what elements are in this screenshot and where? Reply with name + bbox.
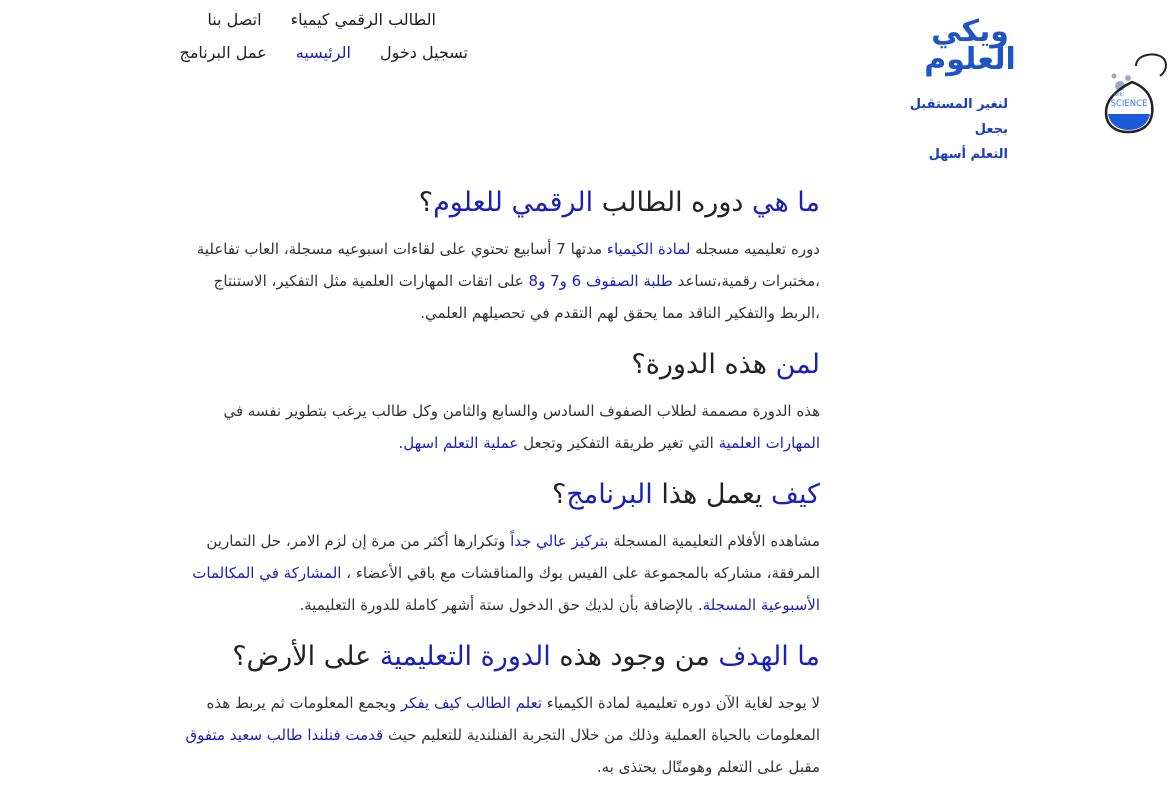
text-segment: هذه الدورة؟ [631,349,776,380]
section-body [184,687,820,783]
text-segment: مدتها 7 أسابيع تحتوي على لقاءات اسبوعيه مسجلة، العاب تفاعلية ،مختبرات رقمية،تساعد [196,240,820,290]
section-body [184,525,820,621]
text-segment: ويجمع المعلومات ثم يربط هذه المعلومات بالحياة العملية وذلك من خلال التجربة الفنلندية للتعليم حيث [206,694,820,744]
nav-digital-student-chemistry[interactable]: الطالب الرقمي كيمياء [290,10,436,29]
text-segment: ؟ [552,479,567,510]
highlighted-text: ما الهدف [718,641,820,672]
text-segment: مقبل على التعلم وهومتّال يحتذى به. [596,758,820,776]
highlighted-text: كيف [771,479,820,510]
highlighted-text: الرقمي [511,187,594,218]
text-segment: هذه الدورة مصممة لطلاب الصفوف السادس والسابع والثامن وكل طالب يرغب بتطوير نفسه في [223,402,820,420]
highlighted-text: طلبة الصفوف 6 و7 و8 [528,272,673,290]
nav-contact-us[interactable]: اتصل بنا [207,10,262,29]
highlighted-text: المهارات العلمية [718,434,820,452]
top-nav-row1 [196,10,436,29]
highlighted-text: بتركيز عالي جداً [510,532,609,550]
tagline-line1: لنغير المستقبل بجعل [909,97,1008,137]
section-title [184,637,820,677]
text-segment: من وجود هذه [550,641,719,672]
text-segment: على اتقات المهارات العلمية مثل التفكير، الاستنتاج ،الربط والتفكير الناقد مما يحقق لهم التقدم في تحصيلهم العلمي. [213,272,820,322]
highlighted-text: للعلوم [433,187,503,218]
section-title [184,183,820,223]
text-segment: لا يوجد لغاية الآن دوره تعليمية لمادة الكيمياء [542,694,820,712]
highlighted-text: عملية التعلم اسهل. [398,434,519,452]
highlighted-text: تعلم الطالب كيف يفكر [400,694,542,712]
main-content [184,183,820,799]
highlighted-text: لمن [775,349,820,380]
text-segment: دوره تعليميه مسجله [690,240,820,258]
text-segment: على الأرض؟ [232,641,380,672]
section-goal [184,637,820,783]
section-who-is-it-for [184,345,820,459]
text-segment: دوره الطالب [593,187,752,218]
nav-how-program-works[interactable]: عمل البرنامج [179,43,267,62]
highlighted-text: الدورة التعليمية [379,641,551,672]
brand-name[interactable] [915,14,1025,77]
brand-name-line2: العلوم [924,42,1016,77]
text-segment: التي تغير طريقة التفكير وتجعل [518,434,719,452]
highlighted-text: ما هي [751,187,820,218]
logo-science-text: SCIENCE [1110,99,1148,109]
section-body [184,395,820,459]
highlighted-text: البرنامج [566,479,653,510]
highlighted-text: قدمت فنلندا طالب سعيد متفوق [185,726,384,744]
section-title [184,475,820,515]
section-what-is-course [184,183,820,329]
section-title [184,345,820,385]
brand-name-line1: ويكي [931,14,1009,49]
highlighted-text: لمادة الكيمياء [606,240,691,258]
logo-wiki-text: wiki [1114,92,1124,98]
tagline-line2: التعلم أسهل [928,147,1008,162]
section-body [184,233,820,329]
text-segment: ؟ [418,187,434,218]
brand-tagline [880,92,1008,167]
top-nav-row2 [166,43,468,62]
highlighted-text: المشاركة في المكالمات الأسبوعية المسجلة. [192,564,820,614]
text-segment: بالإضافة بأن لديك حق الدخول ستة أشهر كاملة للدورة التعليمية. [299,596,698,614]
science-flask-logo[interactable] [1098,48,1170,134]
section-how-it-works [184,475,820,621]
text-segment: يعمل هذا [652,479,772,510]
text-segment: وتكرارها أكثر من مرة إن لزم الامر، حل التمارين المرفقة، مشاركه بالمجموعة على الفيس بوك والمناقشات مع باقي الأعضاء ، [206,532,820,582]
text-segment: مشاهده الأفلام التعليمية المسجلة [608,532,820,550]
nav-login[interactable]: تسجيل دخول [380,43,468,62]
nav-home[interactable]: الرئيسيه [295,43,351,62]
